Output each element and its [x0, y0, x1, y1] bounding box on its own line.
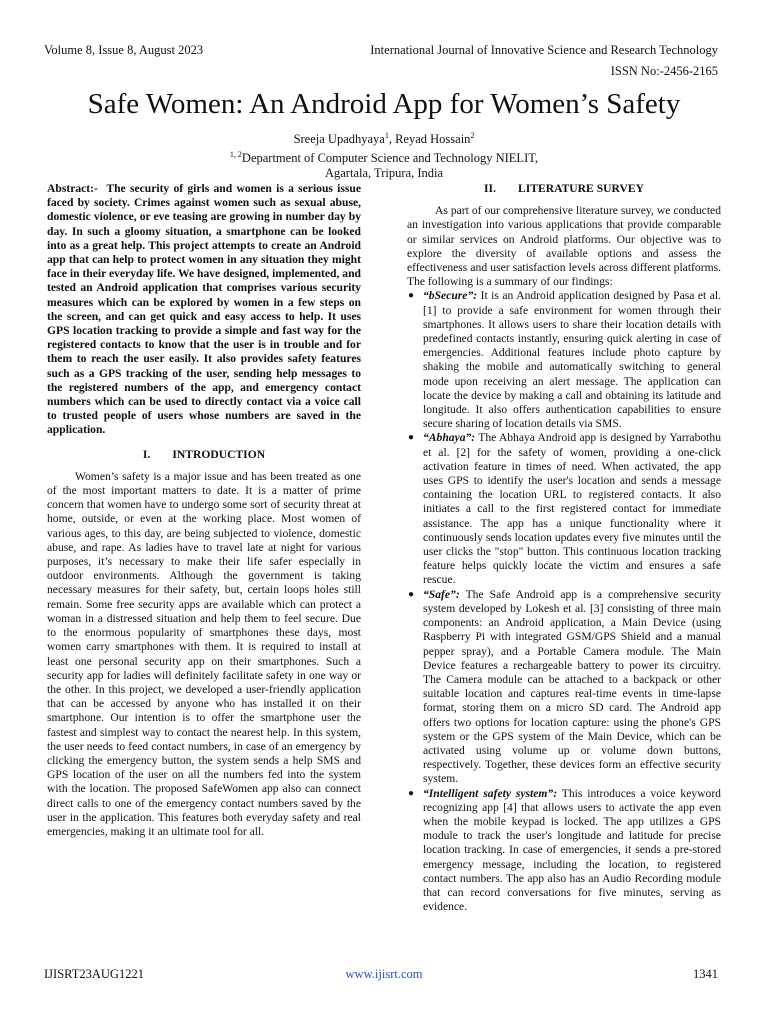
author-block	[0, 128, 768, 181]
running-header-volume: Volume 8, Issue 8, August 2023	[44, 43, 204, 57]
right-column	[407, 182, 721, 914]
footer-website-link[interactable]: www.ijisrt.com	[345, 967, 423, 981]
list-item	[407, 588, 721, 787]
section-number: II.	[484, 182, 496, 195]
abstract	[47, 182, 361, 438]
item-term: “Abhaya”:	[423, 431, 476, 445]
item-text: The Safe Android app is a comprehensive security system developed by Lokesh et al. [3] consisting of three main components: an Android application, a Main Device (using Raspberry Pi with integrated GSM/GPS Shield and a manual pepper spray), and a Portable Camera module. The Main Device features a rechargeable battery to power its circuitry. The Camera module can be attached to a backpack or other suitable location and captures real-time events in time-lapse format, storing them on a micro SD card. The Android app offers two options for location capture: using the phone's GPS system or the GPS system of the Main Device, which can be activated using volume up or volume down buttons, respectively. Together, these devices form an effective security system.	[423, 587, 721, 786]
section-title: LITERATURE SURVEY	[517, 182, 644, 195]
section-heading-literature-survey	[407, 182, 721, 196]
list-item	[407, 787, 721, 915]
issn: ISSN No:-2456-2165	[610, 64, 718, 78]
item-text: It is an Android application designed by Pasa et al. [1] to provide a safe environment for women through their smartphones. It allows users to share their location details with predefined contacts instantly, ensuring quick alerting in case of emergencies. Additional features include photo capture by shaking the mobile and automatically switching to general mode upon receiving an alert message. The application can locate the device by making a call and obtaining its latitude and longitude. It also offers authentication capabilities to ensure secure sharing of location details via SMS.	[423, 289, 721, 431]
abstract-label: Abstract:-	[47, 182, 98, 195]
affiliation-location: Agartala, Tripura, India	[324, 166, 444, 181]
author-separator: ,	[388, 132, 396, 147]
findings-list	[407, 289, 721, 914]
affiliation-line	[0, 147, 768, 166]
author-line	[0, 128, 768, 147]
abstract-text: The security of girls and women is a serious issue faced by society. Crimes against women such as sexual abuse, domestic violence, or eve teasing are growing in number day by day. In such a gloomy situation, a smartphone can be looked into as a great help. This project attempts to create an Android app that can help to protect women in any situation they might face in their everyday life. We have designed, implemented, and tested an Android application that comprises various security measures which can be explored by women in a few steps on the screen, and can get quick and easy access to help. It uses GPS location tracking to provide a simple and fast way for the registered contacts to know that the user is in trouble and for them to reach the user easily. It also provides safety features such as a GPS tracking of the user, sending help messages to the registered numbers of the app, and emergency contact numbers which can be used to directly contact via a voice call to trusted people of users whose numbers are saved in the application.	[47, 182, 362, 437]
footer-paper-id: IJISRT23AUG1221	[44, 967, 144, 981]
item-term: “bSecure”:	[423, 289, 478, 303]
running-header-journal: International Journal of Innovative Science and Research Technology	[370, 43, 718, 57]
item-term: “Intelligent safety system”:	[423, 786, 558, 800]
affiliation: Department of Computer Science and Technology NIELIT,	[241, 151, 539, 166]
section-heading-introduction	[47, 448, 361, 462]
paper-title: Safe Women: An Android App for Women’s Safety	[87, 88, 681, 120]
author-1-sup: 1	[384, 131, 389, 140]
item-term: “Safe”:	[423, 587, 460, 601]
left-column	[47, 182, 361, 839]
section-title: INTRODUCTION	[172, 447, 266, 461]
literature-intro: As part of our comprehensive literature survey, we conducted an investigation into various applications that provide comparable or similar services on Android platforms. Our objective was to explore the diversity of available options and assess the effectiveness and user satisfaction levels across different platforms. The following is a summary of our findings:	[407, 204, 721, 289]
page-number: 1341	[693, 967, 718, 981]
author-2-sup: 2	[470, 131, 475, 140]
bullet-icon: ●	[408, 432, 415, 444]
list-item	[407, 289, 721, 431]
section-number: I.	[142, 447, 151, 461]
introduction-body: Women’s safety is a major issue and has been treated as one of the most important matters to date. It is a matter of prime concern that women have to undergo some sort of security threat at home, outside, or even at the working place. Most women of various ages, to this day, are being subjected to violence, domestic abuse, and rape. As ladies have to travel late at night for various purposes, it’s necessary to make their life safer especially in outdoor environments. Although the government is taking necessary measures for their safety, but, certain loops holes still remain. Some free security apps are available which can protect a woman in a distressed situation and help them to feel secure. Due to the enormous popularity of smartphones these days, most women carry smartphones with them. It is required to install at least one personal security app on their smartphones. Such a security app for ladies will definitely facilitate safety in one way or the other. In this project, we developed a user-friendly application that can be accessed by anyone who has installed it on their smartphone. Our intention is to offer the smartphone user the fastest and simplest way to contact the nearest help. In this system, the user needs to feed contact numbers, in case of an emergency by clicking the emergency button, the system sends a help SMS and GPS location of the user on all the numbers fed into the system with the location. The proposed SafeWomen app also can connect direct calls to one of the emergency contact numbers saved by the user in the application. This features both everyday safety and real emergencies, making it an ultimate tool for all.	[47, 469, 361, 838]
item-text: This introduces a voice keyword recognizing app [4] that allows users to activate the app even when the mobile keypad is locked. The app utilizes a GPS module to track the user's longitude and latitude for precise location tracking. In case of emergencies, it sends a pre-stored emergency message, including the location, to registered contact numbers. The app also has an Audio Recording module that can record conversations for five minutes, serving as evidence.	[423, 786, 721, 914]
list-item	[407, 431, 721, 587]
item-text: The Abhaya Android app is designed by Yarrabothu et al. [2] for the safety of women, providing a one-click activation feature in times of need. When activated, the app uses GPS to identify the user's location and sends a message containing the location URL to registered contacts. It also initiates a call to the first registered contact for immediate assistance. The app has a unique functionality where it continuously sends location updates every five minutes until the user clicks the "stop" button. This continuous location tracking feature helps quickly locate the victim and ensures a safe rescue.	[423, 431, 721, 587]
affiliation-sup: 1, 2	[229, 150, 242, 160]
author-2: Reyad Hossain	[395, 132, 471, 147]
author-1: Sreeja Upadhyaya	[293, 132, 385, 147]
bullet-icon: ●	[408, 787, 415, 799]
bullet-icon: ●	[408, 290, 415, 302]
bullet-icon: ●	[408, 588, 415, 600]
